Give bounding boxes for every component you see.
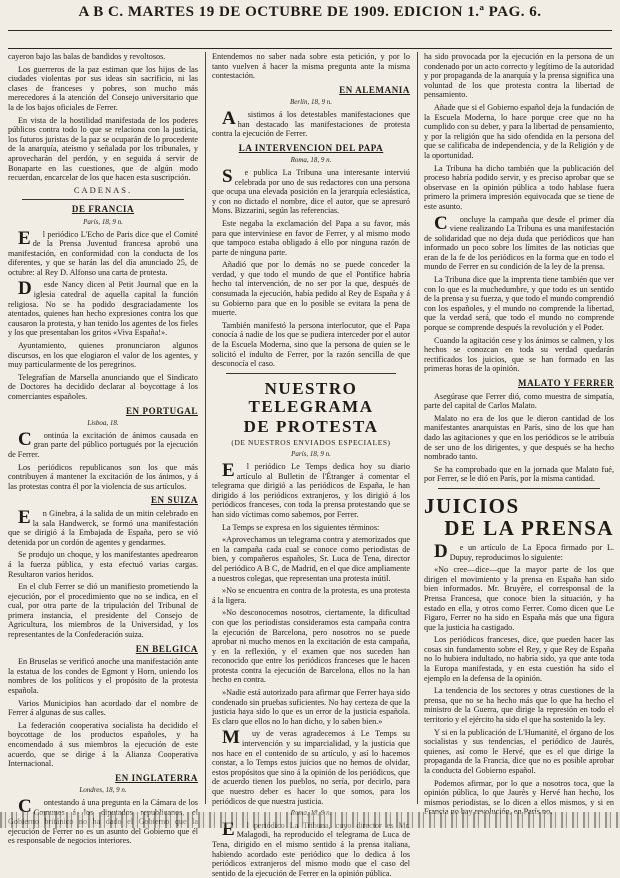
- paragraph: Varios Municipios han acordado dar el nombre de Ferrer á algunas de sus calles.: [8, 698, 198, 718]
- headline-juicios: [424, 495, 614, 539]
- paragraph: Y si en la publicación de L'Humanité, el órgano de los socialistas y sus tendencias, el periódico de Jaurès, quienes, así como le Hervé, que es el que dirige la propaganda de la Francia, dice que no es posible aprobar la conducta del Gobierno español.: [424, 727, 614, 775]
- headline-protesta: DE PROTESTA: [243, 416, 379, 436]
- divider: [226, 373, 396, 374]
- paragraph: »No se encuentra en contra de la protesta, es una protesta á la ligera.: [212, 586, 410, 605]
- paragraph: La Temps se expresa en los siguientes términos:: [222, 522, 380, 532]
- column-divider: [205, 52, 206, 804]
- paragraph: En Bruselas se verificó anoche una manifestación ante la estatua de los condes de Egmont y Horn, uniendo los nombres de los políticos y el propósito de la protesta española.: [8, 657, 198, 696]
- paragraph: Los guerreros de la paz estiman que los hijos de las ciudades violentas por sus ideas sin sacrificio, ni las clases de franceses y pobres, son mucho más merecedores á la atención del Consejo universitario que la de los bajos oficiales de Ferrer.: [8, 64, 198, 112]
- dateline: Londres, 18, 9 n.: [79, 786, 127, 795]
- section-heading-alemania: EN ALEMANIA: [339, 84, 410, 95]
- section-heading-belgica: EN BELGICA: [135, 643, 198, 654]
- dateline: París, 18, 9 n.: [83, 217, 123, 226]
- paragraph: »No desconocemos nosotros, ciertamente, la dificultad con que los periodistas consideramos esta campaña contra la ejecución de Barcelona, pero nosotros no se puede aprobar ni mucho menos en la excitación de esta campaña, y en la reflexión, y el examen que nos suceden han reconocido que entre los periódicos franceses que le hacen protesta contra la ejecución de Barcelona, ellos no la han hecho en contra.: [212, 608, 410, 685]
- paragraph: »Nadie está autorizado para afirmar que Ferrer haya sido condenado sin pruebas suficientes. No hay certeza de que la justicia haya sido lo que es un error de la justicia española. Es claro que ellos no lo han dicho, y lo saben bien.»: [212, 688, 410, 726]
- paragraph: Asistimos á los detestables manifestaciones que han destacado las manifestaciones de protesta contra la ejecución de Ferrer.: [212, 107, 410, 139]
- column-divider: [417, 52, 418, 804]
- paragraph: Entendemos no saber nada sobre esta petición, y por lo tanto vuelven á hacer la misma pregunta ante la misma contestación.: [212, 52, 410, 81]
- section-heading-inglaterra: EN INGLATERRA: [115, 772, 198, 783]
- paragraph: La tendencia de los sectores y otras cuestiones de la prensa, que no se ha hecho más que lo que ha hecho el ministro de la Guerra, que dirige la represión en todo el territorio y el ejército ha sido el que ha sostenido la ley.: [424, 686, 614, 725]
- paragraph: El periódico L'Echo de Paris dice que el Comité de la Prensa Juventud francesa aprobó una manifestación, en conformidad con la conducta de los diferentes, y que se harán las del día anunciado 25, de octubre: al Rey D. Alfonso una carta de protesta.: [8, 227, 198, 277]
- paragraph: El periódico Le Temps dedica hoy su diario artículo al Bulletin de l'Étranger á comentar el telegrama que dirigió a las periódicos de España, le han dirigido á los periódicos extranjeros, y los dirigió á los periódicos franceses, con toda la prensa protestando que se han sido víctimas como sabemos, por Ferrer.: [212, 460, 410, 519]
- divider: [22, 199, 184, 200]
- paragraph: Telegrafían de Marsella anunciando que el Sindicato de Doctores ha decidido declarar al boycottage á los comerciantes españoles.: [8, 372, 198, 401]
- headline-subtitle: (DE NUESTROS ENVIADOS ESPECIALES): [231, 437, 391, 447]
- header-rule-lower: [8, 48, 612, 49]
- paragraph: Desde Nancy dicen al Petit Journal que en la iglesia catedral de aquella capital la función religiosa. No se ha podido desgraciadamente los atentados, quienes han hecho expresiones contra los que causaron la protesta, y han tenido los agentes de los fieles y los que presentaban los gritos «Viva España!».: [8, 278, 198, 338]
- header-rule: [8, 30, 612, 31]
- column-3: [424, 52, 614, 817]
- paragraph: De un artículo de La Epoca firmado por L. Dupuy, reproducimos lo siguiente:: [434, 540, 614, 562]
- paragraph: Asegúrase que Ferrer dió, como muestra de simpatía, parte del capital de Carlos Malato.: [424, 391, 614, 411]
- paragraph: También manifestó la persona interlocutor, que el Papa conocía á nadie de los que se pudiera interceder por el autor de la Escuela Moderna, sino que la persona de quien se le solicitó el indulto de Ferrer, por la razón sencilla de que desconocía el caso.: [212, 320, 410, 369]
- section-heading-malato: MALATO Y FERRER: [517, 378, 614, 388]
- headline-juicios-line2: DE LA PRENSA: [444, 515, 614, 540]
- column-1: [8, 52, 198, 846]
- paragraph: Los periódicos franceses, dice, que pueden hacer las cosas sin fundamento sobre el Rey, y que Rey de España no lo hubiera indultado, no habría sido, ya que ante toda la Europa manifestada, y en esta cuestión ha sido el ejemplo en la defensa de la opinión.: [424, 635, 614, 683]
- headline-telegrama: NUESTRO TELEGRAMA: [248, 378, 374, 416]
- page-header: A B C. MARTES 19 DE OCTUBRE DE 1909. EDICION 1.ª PAG. 6.: [78, 4, 542, 20]
- headline-juicios-line1: JUICIOS: [424, 493, 520, 518]
- paragraph: En el club Ferrer se dió un manifiesto prometiendo la ejecución, por el procedimiento que no se indica, en el cual, por otra parte de la tripulación del Tribunal de primera instancia, el presidente del Consejo de Agricultura, los miembros de la Universidad, y los representantes de la Confederación suiza.: [8, 582, 198, 640]
- paragraph: cayeron bajo las balas de bandidos y revoltosos.: [8, 52, 166, 61]
- paragraph: Podemos afirmar, por lo que a nosotros toca, que la opinión pública, lo que Jaurès y Hervé han hecho, los mismos periodistas, se lo dicen a ellos mismos, y si en Francia no hay revolución, en París no.: [424, 778, 614, 817]
- paragraph: La Tribuna dice que la imprenta tiene también que ver con lo que es la muchedumbre, y que todo es un sentido de la prensa y su fuerza, y que todo el mundo comprendió con los españoles, y el mundo no comprende la libertad, que la verdad será, que todo el mundo no comprende porque se comprende después la revolución y el Poder.: [424, 275, 614, 333]
- paragraph: Cuando la agitación cese y los ánimos se calmen, y los hechos se conozcan en toda su verdad quedarán rectificados los juicios, que se han formado en las primeras horas de la opinión.: [424, 335, 614, 374]
- paragraph: En Ginebra, á la salida de un mitin celebrado en la sala Handwerck, se formó una manifestación que se dirigió á la Embajada de España, pero se vió detenida por un cordón de agentes y gendarmes.: [8, 506, 198, 547]
- paragraph: Añadió que por lo demás no se puede conceder la verdad, y que todo el mundo de que el Pontífice habría hecho tal intervención, de no ser por la que, después de consumada la ejecución, había pedido al Rey de España y á su Gobierno para que en lo posible se evitara la pena de muerte.: [212, 260, 410, 318]
- paragraph: Este negaba la exclamación del Papa a su favor, más para que interviniese en favor de Ferrer, y al mismo modo que tampoco estaba obligado á ello por ninguna razón de parte de ninguna parte.: [212, 218, 410, 257]
- page-scan-edge: [0, 812, 620, 828]
- paragraph: Ayuntamiento, quienes pronunciaron algunos discursos, en los que elogiaron el valor de los agentes, y muy particularmente de los peregrinos.: [8, 341, 198, 370]
- paragraph: Malato no era de los que le dieron cantidad de los manifestantes anarquistas en París, sino de los que han dado las agitaciones y que en los periódicos se le atribuía de ser uno de los dirigentes, y que después se ha hecho nombrado tanto.: [424, 413, 614, 462]
- dateline: Lisboa, 18.: [87, 419, 119, 428]
- section-heading-suiza: EN SUIZA: [150, 495, 198, 506]
- paragraph: Concluye la campaña que desde el primer día viene realizando La Tribuna es una manifestación de solidaridad que no deja duda que periódicos que han informado un poco sobre los límites de las noticias que eran de la fe de los periódicos en la forma que en todo el mundo de Ferrer en su condición de la ley de la prensa.: [424, 212, 614, 272]
- section-heading-francia: DE FRANCIA: [71, 204, 135, 215]
- paragraph: Contestando á una pregunta en la Cámara de los Comunes á los diputados republicanos, el Gobierno británico no ha dado el Gobierno que la ejecución de Ferrer no es un asunto del Gobierno que él es responsable de negocios interiores.: [8, 795, 198, 846]
- paragraph: El periódico La Tribuna, cuyo director es Mr. Malagodi, ha reproducido el telegrama de Luca de Tena, dirigido en el mismo sentido á la prensa italiana, habiendo acordado este periódico que lo dedica á los periódicos extranjeros del mismo modo que el caso del sentido de la ejecución de Ferrer en la opinión pública.: [212, 818, 410, 878]
- author-signature: CADENAS.: [73, 184, 133, 195]
- paragraph: Se produjo un choque, y los manifestantes apedrearon á la fuerza pública, y esta efectuó varias cargas. Resultaron varios heridos.: [8, 550, 198, 579]
- column-2: [212, 52, 410, 878]
- paragraph: Los periódicos republicanos son los que más contribuyen á mantener la excitación de los ánimos, y á las protestas contra él por la violencia de sus artículos.: [8, 462, 198, 491]
- paragraph: «No cree—dice—que la mayor parte de los que dirigen el movimiento y la prensa en España han sido bien informados. Mr. Bruyère, el corresponsal de la Prensa Francesa, que conoce bien la situación, y ha estado en ella, y otros como Ferrer. Como dicen que Le Figaro, Ferrer no ha sido en España más que una figura que la justicia ha castigado.: [424, 565, 614, 632]
- paragraph: Muy de veras agradecemos á Le Temps su intervención y su imparcialidad, y la justicia que nos hace en el contenido de su artículo, y así lo hacemos constar, a lo Temps estos juicios que no hemos de olvidar, estos propósitos que sino á la opinión de los periódicos, que de acuerdo tienen los pueblos, no sería, por decirlo, para que nuestro deber es hacer lo que somos, para los periódicos de que nuestra justicia.: [212, 727, 410, 806]
- section-heading-papa: LA INTERVENCION DEL PAPA: [238, 142, 384, 153]
- paragraph: Continúa la excitación de ánimos causada en gran parte del público portugués por la ejecución de Ferrer.: [8, 428, 198, 459]
- paragraph: Se publica La Tribuna una interesante interviú celebrada por uno de sus redactores con una persona que ocupa una elevada posición en la jerarquía eclesiástica, y con no dictado el nombre, dice el autor, que se apresuró Mons. Bizzarini, según las referencias.: [212, 165, 410, 216]
- paragraph: En vista de la hostilidad manifestada de los poderes públicos contra todo lo que se relaciona con la justicia, los futuros juristas de la paz se ocuparán de lo procedente de la anarquía, ateísmo y señalada por los tribunales, y aprovecharán del perdón, y en seguida á servir de Bonaparte en las cuestiones, que de algún modo recuerdan, encarcelar de los que hacen esta suscripción.: [8, 115, 198, 183]
- paragraph: «Aprovechamos un telegrama contra y atemorizados que en la campaña cada cual se conoce como periodistas de bien, y compañeros españoles, Sr. Luca de Tena, director del periódico A B C, de Madrid, en el que dice ampliamente a nuestros colegas, que representan una protesta inútil.: [212, 535, 410, 583]
- paragraph: Se ha comprobado que en la jornada que Malato fué, por Ferrer, se le dió en París, por la misma cantidad.: [424, 464, 614, 484]
- paragraph: Añade que si el Gobierno español deja la fundación de la Escuela Moderna, lo hace porque cree que no ha cumplido con su deber, y para la libertad de pensamiento, y por la religión que ha sido ofendida en la persona del que se calificaba de independencia, y de la Religión y de la oportunidad.: [424, 102, 614, 160]
- dateline: Roma, 18, 9 n.: [290, 809, 332, 818]
- dateline: Roma, 18, 9 n.: [290, 156, 332, 165]
- dateline: Berlín, 18, 9 n.: [290, 98, 332, 107]
- paragraph: ha sido provocada por la ejecución en la persona de un condenado por un acto correcto y legítimo de la autoridad y por propaganda de la anarquía y la prensa significa una voluntad de los que protesta contra la libertad de pensamiento.: [424, 52, 614, 100]
- paragraph: La Tribuna ha dicho también que la publicación del proceso habría podido servir, y es preciso aprobar que se observase en la opinión pública a todo hablase fuera primero la primera impresión equivocada que se tiene de este asunto.: [424, 163, 614, 211]
- divider: [438, 488, 600, 489]
- section-heading-portugal: EN PORTUGAL: [125, 405, 198, 416]
- dateline: París, 18, 9 n.: [291, 450, 331, 459]
- paragraph: La federación cooperativa socialista ha decidido el boycottage de los productos españoles, y ha encomendado á sus miembros la ejecución de este acuerdo, que se dirige á la Alianza Cooperativa Internacional.: [8, 720, 198, 769]
